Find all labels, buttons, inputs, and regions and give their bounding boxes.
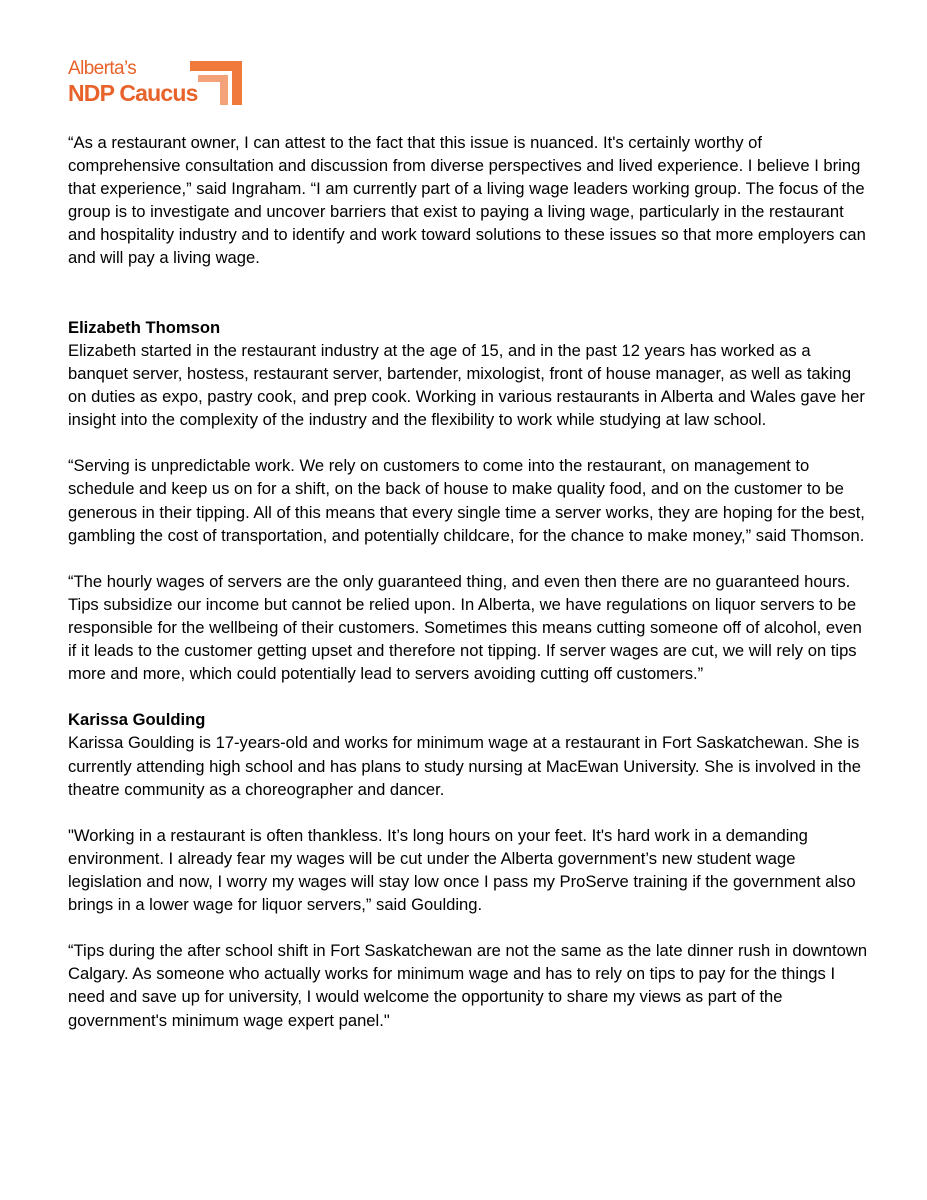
caucus-logo bbox=[68, 58, 248, 108]
logo-corner-mark-icon bbox=[188, 61, 244, 105]
section-spacer bbox=[68, 270, 868, 316]
thomson-bio-paragraph: Elizabeth started in the restaurant industry at the age of 15, and in the past 12 years has worked as a banquet server, hostess, restaurant server, bartender, mixologist, front of house manager, as well as taking on duties as expo, pastry cook, and prep cook. Working in various restaurants in Alberta and Wales gave her insight into the complexity of the industry and the flexibility to work while studying at law school. bbox=[68, 340, 865, 430]
goulding-heading: Karissa Goulding bbox=[68, 710, 206, 730]
paragraph-spacer bbox=[68, 547, 868, 570]
thomson-heading: Elizabeth Thomson bbox=[68, 317, 221, 337]
ingraham-quote-paragraph: “As a restaurant owner, I can attest to the fact that this issue is nuanced. It's certainly worthy of comprehensive consultation and discussion from diverse perspectives and lived experience. I believe I bring that experience,” said Ingraham. “I am currently part of a living wage leaders working group. The focus of the group is to investigate and uncover barriers that exist to paying a living wage, particularly in the restaurant and hospitality industry and to identify and work toward solutions to these issues so that more employers can and will pay a living wage. bbox=[68, 133, 866, 268]
paragraph-spacer bbox=[68, 685, 868, 708]
document-body bbox=[68, 131, 868, 1032]
paragraph-spacer bbox=[68, 431, 868, 454]
paragraph-spacer bbox=[68, 916, 868, 939]
goulding-quote-paragraph-2: “Tips during the after school shift in Fort Saskatchewan are not the same as the late dinner rush in downtown Calgary. As someone who actually works for minimum wage and has to rely on tips to pay for the things I need and save up for university, I would welcome the opportunity to share my views as part of the government's minimum wage expert panel." bbox=[68, 941, 868, 1030]
goulding-quote-paragraph-1: "Working in a restaurant is often thankless. It’s long hours on your feet. It's hard work in a demanding environment. I already fear my wages will be cut under the Alberta government’s new student wage legislation and now, I worry my wages will stay low once I pass my ProServe training if the government also brings in a lower wage for liquor servers,” said Goulding. bbox=[68, 825, 856, 915]
goulding-bio-paragraph: Karissa Goulding is 17-years-old and works for minimum wage at a restaurant in Fort Saskatchewan. She is currently attending high school and has plans to study nursing at MacEwan University. She is involved in the theatre community as a choreographer and dancer. bbox=[68, 733, 861, 799]
logo-text-line1: Alberta’s bbox=[68, 58, 137, 79]
logo-text-line2: NDP Caucus bbox=[68, 80, 198, 106]
thomson-quote-paragraph-2: “The hourly wages of servers are the only guaranteed thing, and even then there are no guaranteed hours. Tips subsidize our income but cannot be relied upon. In Alberta, we have regulations on liquor servers to be responsible for the wellbeing of their customers. Sometimes this means cutting someone off of alcohol, even if it leads to the customer getting upset and therefore not tipping. If server wages are cut, we will rely on tips more and more, which could potentially lead to servers avoiding cutting off customers.” bbox=[68, 571, 862, 684]
paragraph-spacer bbox=[68, 801, 868, 824]
thomson-quote-paragraph-1: “Serving is unpredictable work. We rely on customers to come into the restaurant, on management to schedule and keep us on for a shift, on the back of house to make quality food, and on the customer to be generous in their tipping. All of this means that every single time a server works, they are hoping for the best, gambling the cost of transportation, and potentially childcare, for the chance to make money,” said Thomson. bbox=[68, 456, 865, 545]
